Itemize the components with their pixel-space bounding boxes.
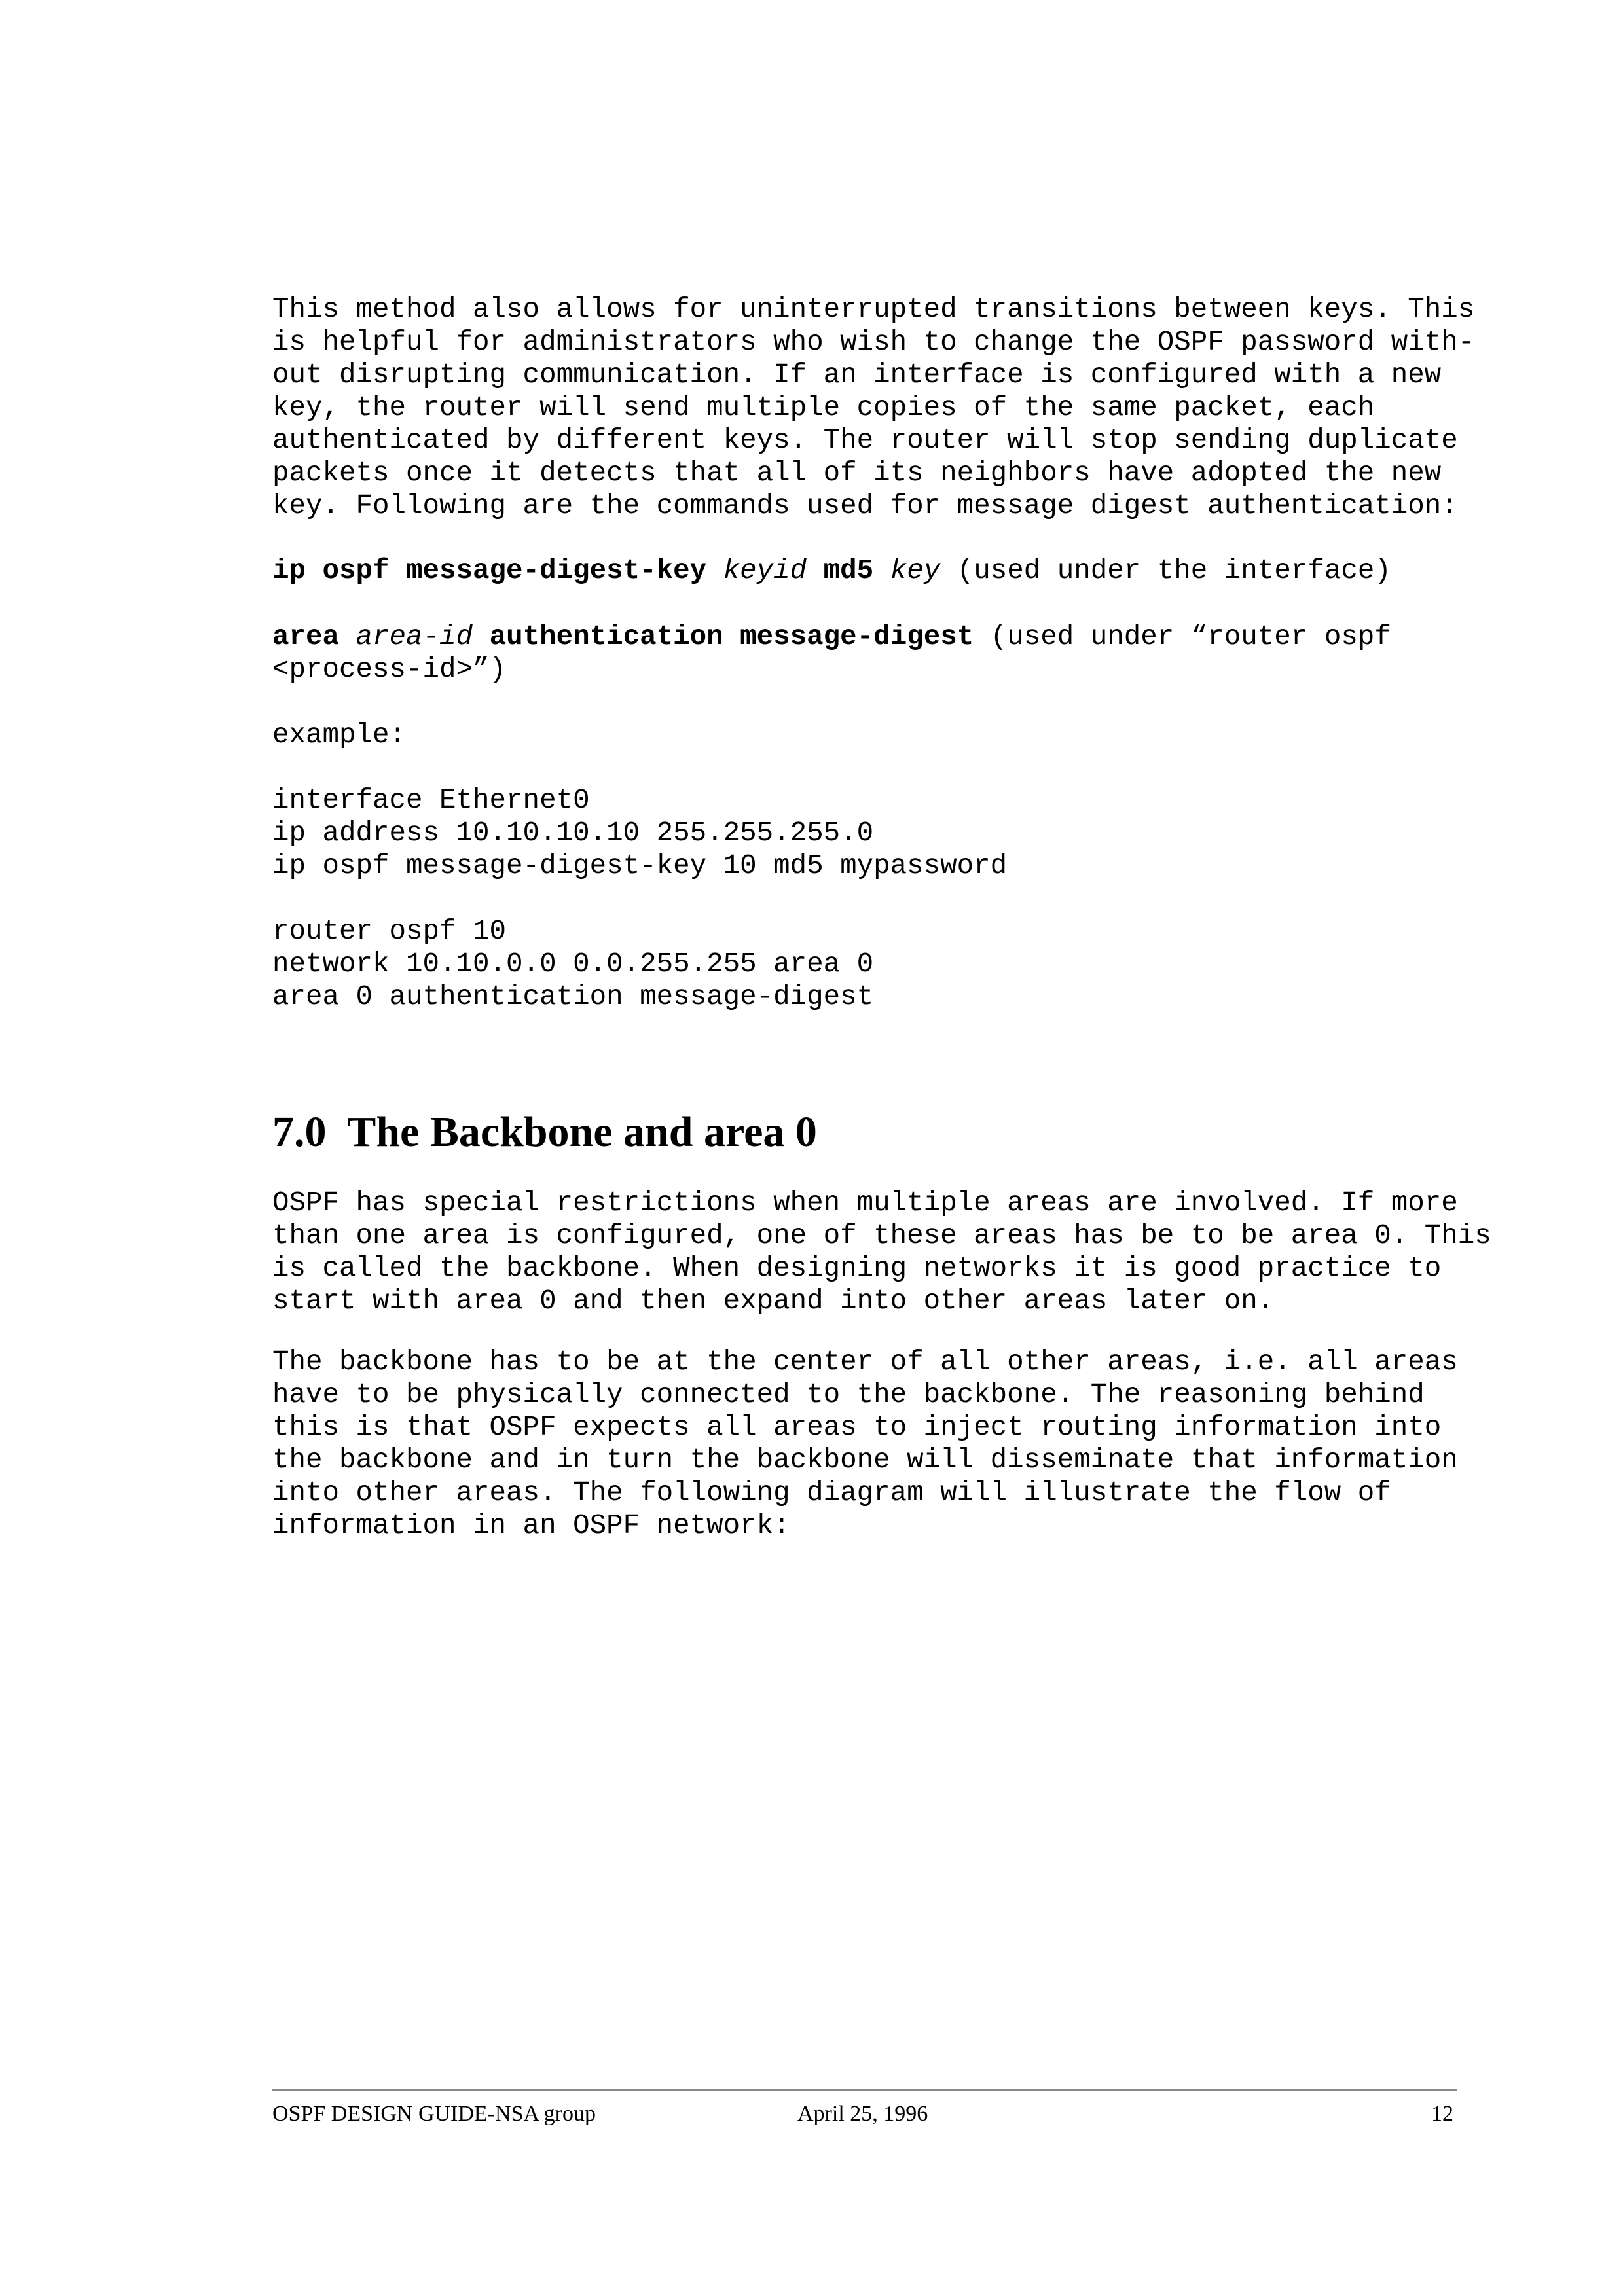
command-note: (used under the interface) [957,555,1391,586]
command-argument: keyid [723,555,807,586]
command-keyword: authentication message-digest [489,621,974,653]
command-note-continuation: <process-id>”) [272,654,507,685]
example-label: example: [272,719,407,751]
text-line: information in an OSPF network: [272,1510,790,1541]
config-line: router ospf 10 [272,916,507,947]
text-line: than one area is configured, one of these areas has be to be area 0. This [272,1220,1491,1251]
text-line: key, the router will send multiple copies of the same packet, each [272,392,1375,423]
config-block-router [272,915,873,1013]
command-keyword: area [272,621,340,653]
text-line: packets once it detects that all of its neighbors have adopted the new [272,457,1442,489]
text-line: have to be physically connected to the backbone. The reasoning behind [272,1379,1425,1410]
config-line: ip ospf message-digest-key 10 md5 mypassword [272,850,1008,882]
command-note: (used under “router ospf [990,621,1391,653]
footer-date: April 25, 1996 [797,2102,928,2126]
text-line: is helpful for administrators who wish to change the OSPF password with- [272,327,1475,358]
text-line: is called the backbone. When designing networks it is good practice to [272,1253,1442,1284]
command-keyword: md5 [823,555,874,586]
footer-page-number: 12 [1431,2102,1453,2126]
section-heading: 7.0 The Backbone and area 0 [272,1108,817,1156]
command-argument: area-id [356,621,473,653]
text-line: The backbone has to be at the center of all other areas, i.e. all areas [272,1346,1458,1378]
text-line: into other areas. The following diagram will illustrate the flow of [272,1477,1391,1509]
paragraph-backbone-restrictions [272,1187,1491,1318]
config-line: network 10.10.0.0 0.0.255.255 area 0 [272,948,874,980]
paragraph-backbone-center [272,1346,1458,1542]
text-line: authenticated by different keys. The router will stop sending duplicate [272,425,1458,456]
text-line: OSPF has special restrictions when multiple areas are involved. If more [272,1187,1458,1219]
footer-divider [272,2089,1457,2091]
text-line: the backbone and in turn the backbone will disseminate that information [272,1444,1458,1476]
command-keyword: ip ospf message-digest-key [272,555,707,586]
command-argument: key [890,555,941,586]
text-line: out disrupting communication. If an interface is configured with a new [272,359,1442,391]
text-line: This method also allows for uninterrupted transitions between keys. This [272,294,1475,325]
config-line: interface Ethernet0 [272,785,590,816]
text-line: key. Following are the commands used for message digest authentication: [272,490,1458,522]
config-line: ip address 10.10.10.10 255.255.255.0 [272,817,874,849]
text-line: start with area 0 and then expand into other areas later on. [272,1285,1275,1317]
config-block-interface [272,784,1007,882]
config-line: area 0 authentication message-digest [272,981,874,1013]
command-syntax-message-digest-key [272,554,1391,587]
text-line: this is that OSPF expects all areas to inject routing information into [272,1412,1442,1443]
footer-document-title: OSPF DESIGN GUIDE-NSA group [272,2102,596,2126]
intro-paragraph [272,293,1474,522]
command-syntax-area-authentication [272,620,1391,686]
